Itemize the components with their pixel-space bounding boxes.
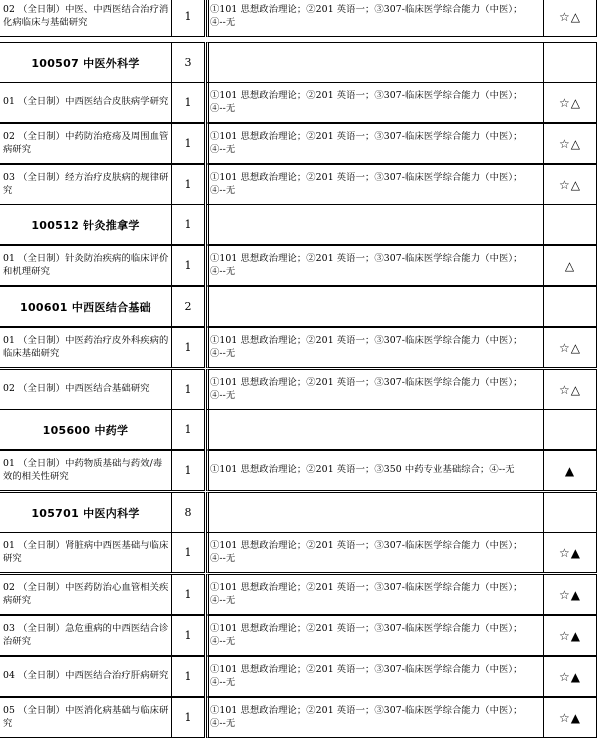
remark-symbols: ▲ <box>564 463 576 478</box>
quota-cell <box>171 123 205 164</box>
major-title: 100512 针灸推拿学 <box>31 218 140 232</box>
remark-symbols: ☆△ <box>559 340 581 355</box>
remark-symbols: ☆△ <box>559 177 581 192</box>
direction-name-cell <box>0 123 172 164</box>
quota-cell <box>171 164 205 205</box>
exam-subjects-cell <box>206 0 544 37</box>
quota-count: 3 <box>184 56 192 69</box>
remark-cell <box>543 327 597 368</box>
remark-cell <box>543 532 597 573</box>
exam-subjects-cell <box>206 574 544 615</box>
quota-count: 1 <box>184 218 192 231</box>
major-title: 100601 中西医结合基础 <box>20 300 151 314</box>
exam-subjects-cell <box>206 409 544 450</box>
research-direction-row <box>0 574 597 615</box>
remark-symbols: ☆▲ <box>559 587 581 602</box>
research-direction-row <box>0 615 597 656</box>
quota-cell <box>171 574 205 615</box>
direction-name-cell <box>0 656 172 697</box>
exam-subjects: ①101 思想政治理论；②201 英语一；③307-临床医学综合能力（中医）；④--无 <box>210 664 523 688</box>
exam-subjects: ①101 思想政治理论；②201 英语一；③307-临床医学综合能力（中医）；④--无 <box>210 540 523 564</box>
quota-cell <box>171 615 205 656</box>
exam-subjects: ①101 思想政治理论；②201 英语一；③307-临床医学综合能力（中医）；④--无 <box>210 377 523 401</box>
remark-cell <box>543 409 597 450</box>
research-direction-row <box>0 697 597 738</box>
exam-subjects-cell <box>206 492 544 533</box>
remark-cell <box>543 286 597 327</box>
remark-symbols: ☆△ <box>559 9 581 24</box>
direction-name-cell <box>0 82 172 123</box>
major-name-cell <box>0 204 172 245</box>
major-title: 105701 中医内科学 <box>31 506 140 520</box>
exam-subjects: ①101 思想政治理论；②201 英语一；③307-临床医学综合能力（中医）；④--无 <box>210 582 523 606</box>
direction-name: 05 （全日制）中医消化病基础与临床研究 <box>3 705 169 729</box>
research-direction-row <box>0 656 597 697</box>
remark-cell <box>543 656 597 697</box>
major-name-cell <box>0 42 172 83</box>
quota-count: 1 <box>184 341 192 354</box>
remark-symbols: ☆▲ <box>559 545 581 560</box>
exam-subjects: ①101 思想政治理论；②201 英语一；③307-临床医学综合能力（中医）；④--无 <box>210 623 523 647</box>
quota-count: 1 <box>184 137 192 150</box>
exam-subjects: ①101 思想政治理论；②201 英语一；③307-临床医学综合能力（中医）；④--无 <box>210 131 523 155</box>
remark-symbols: △ <box>564 258 576 273</box>
exam-subjects-cell <box>206 369 544 410</box>
quota-cell <box>171 656 205 697</box>
quota-cell <box>171 0 205 37</box>
quota-count: 1 <box>184 96 192 109</box>
remark-cell <box>543 164 597 205</box>
direction-name: 02 （全日制）中医药防治心血管相关疾病研究 <box>3 582 169 606</box>
quota-count: 1 <box>184 10 192 23</box>
research-direction-row <box>0 164 597 205</box>
remark-symbols: ☆△ <box>559 136 581 151</box>
quota-count: 1 <box>184 711 192 724</box>
direction-name: 01 （全日制）肾脏病中西医基础与临床研究 <box>3 540 169 564</box>
research-direction-row <box>0 450 597 491</box>
quota-count: 8 <box>184 506 192 519</box>
quota-cell <box>171 327 205 368</box>
quota-cell <box>171 532 205 573</box>
exam-subjects-cell <box>206 42 544 83</box>
exam-subjects-cell <box>206 123 544 164</box>
remark-symbols: ☆▲ <box>559 710 581 725</box>
major-header-row <box>0 204 597 245</box>
remark-cell <box>543 492 597 533</box>
remark-cell <box>543 123 597 164</box>
quota-cell <box>171 82 205 123</box>
exam-subjects-cell <box>206 164 544 205</box>
major-name-cell <box>0 286 172 327</box>
exam-subjects: ①101 思想政治理论；②201 英语一；③307-临床医学综合能力（中医）；④--无 <box>210 4 523 28</box>
quota-cell <box>171 42 205 83</box>
exam-subjects: ①101 思想政治理论；②201 英语一；③307-临床医学综合能力（中医）；④--无 <box>210 253 523 277</box>
exam-subjects-cell <box>206 204 544 245</box>
quota-count: 1 <box>184 629 192 642</box>
direction-name-cell <box>0 697 172 738</box>
remark-symbols: ☆△ <box>559 382 581 397</box>
exam-subjects: ①101 思想政治理论；②201 英语一；③307-临床医学综合能力（中医）；④--无 <box>210 335 523 359</box>
remark-cell <box>543 82 597 123</box>
direction-name-cell <box>0 245 172 286</box>
exam-subjects-cell <box>206 245 544 286</box>
exam-subjects-cell <box>206 532 544 573</box>
direction-name-cell <box>0 327 172 368</box>
exam-subjects-cell <box>206 450 544 491</box>
quota-cell <box>171 369 205 410</box>
remark-symbols: ☆▲ <box>559 628 581 643</box>
direction-name: 01 （全日制）中西医结合皮肤病学研究 <box>3 96 169 108</box>
quota-cell <box>171 409 205 450</box>
quota-count: 1 <box>184 259 192 272</box>
remark-symbols: ☆△ <box>559 95 581 110</box>
remark-cell <box>543 697 597 738</box>
exam-subjects-cell <box>206 656 544 697</box>
remark-symbols: ☆▲ <box>559 669 581 684</box>
direction-name-cell <box>0 164 172 205</box>
major-header-row <box>0 492 597 533</box>
major-name-cell <box>0 492 172 533</box>
remark-cell <box>543 574 597 615</box>
research-direction-row <box>0 123 597 164</box>
direction-name: 04 （全日制）中西医结合治疗肝病研究 <box>3 670 169 682</box>
remark-cell <box>543 450 597 491</box>
quota-cell <box>171 450 205 491</box>
direction-name: 02 （全日制）中药防治疮疡及周围血管病研究 <box>3 131 169 155</box>
direction-name-cell <box>0 369 172 410</box>
remark-cell <box>543 0 597 37</box>
quota-cell <box>171 286 205 327</box>
direction-name-cell <box>0 450 172 491</box>
major-title: 105600 中药学 <box>42 423 129 437</box>
direction-name-cell <box>0 615 172 656</box>
major-header-row <box>0 409 597 450</box>
research-direction-row <box>0 327 597 368</box>
research-direction-row <box>0 532 597 573</box>
direction-name: 01 （全日制）针灸防治疾病的临床评价和机理研究 <box>3 253 169 277</box>
major-header-row <box>0 286 597 327</box>
direction-name: 03 （全日制）经方治疗皮肤病的规律研究 <box>3 172 169 196</box>
quota-count: 2 <box>184 300 192 313</box>
direction-name: 01 （全日制）中药物质基础与药效/毒效的相关性研究 <box>3 458 163 482</box>
research-direction-row <box>0 0 597 37</box>
research-direction-row <box>0 245 597 286</box>
major-name-cell <box>0 409 172 450</box>
quota-count: 1 <box>184 178 192 191</box>
exam-subjects-cell <box>206 697 544 738</box>
quota-cell <box>171 492 205 533</box>
direction-name: 01 （全日制）中医药治疗皮外科疾病的临床基础研究 <box>3 335 169 359</box>
exam-subjects: ①101 思想政治理论；②201 英语一；③350 中药专业基础综合；④--无 <box>210 464 515 476</box>
remark-cell <box>543 369 597 410</box>
direction-name-cell <box>0 574 172 615</box>
exam-subjects: ①101 思想政治理论；②201 英语一；③307-临床医学综合能力（中医）；④--无 <box>210 172 523 196</box>
direction-name: 02 （全日制）中医、中西医结合治疗消化病临床与基础研究 <box>3 4 169 28</box>
direction-name: 02 （全日制）中西医结合基础研究 <box>3 383 150 395</box>
exam-subjects-cell <box>206 327 544 368</box>
major-header-row <box>0 42 597 83</box>
exam-subjects: ①101 思想政治理论；②201 英语一；③307-临床医学综合能力（中医）；④--无 <box>210 90 523 114</box>
direction-name-cell <box>0 0 172 37</box>
exam-subjects-cell <box>206 82 544 123</box>
research-direction-row <box>0 369 597 410</box>
remark-cell <box>543 245 597 286</box>
exam-subjects-cell <box>206 615 544 656</box>
quota-count: 1 <box>184 423 192 436</box>
quota-count: 1 <box>184 588 192 601</box>
quota-count: 1 <box>184 383 192 396</box>
quota-count: 1 <box>184 670 192 683</box>
remark-cell <box>543 204 597 245</box>
direction-name: 03 （全日制）急危重病的中西医结合诊治研究 <box>3 623 169 647</box>
major-title: 100507 中医外科学 <box>31 56 140 70</box>
research-direction-row <box>0 82 597 123</box>
quota-count: 1 <box>184 546 192 559</box>
direction-name-cell <box>0 532 172 573</box>
remark-cell <box>543 42 597 83</box>
quota-cell <box>171 245 205 286</box>
exam-subjects: ①101 思想政治理论；②201 英语一；③307-临床医学综合能力（中医）；④--无 <box>210 705 523 729</box>
exam-subjects-cell <box>206 286 544 327</box>
quota-count: 1 <box>184 464 192 477</box>
quota-cell <box>171 204 205 245</box>
quota-cell <box>171 697 205 738</box>
remark-cell <box>543 615 597 656</box>
